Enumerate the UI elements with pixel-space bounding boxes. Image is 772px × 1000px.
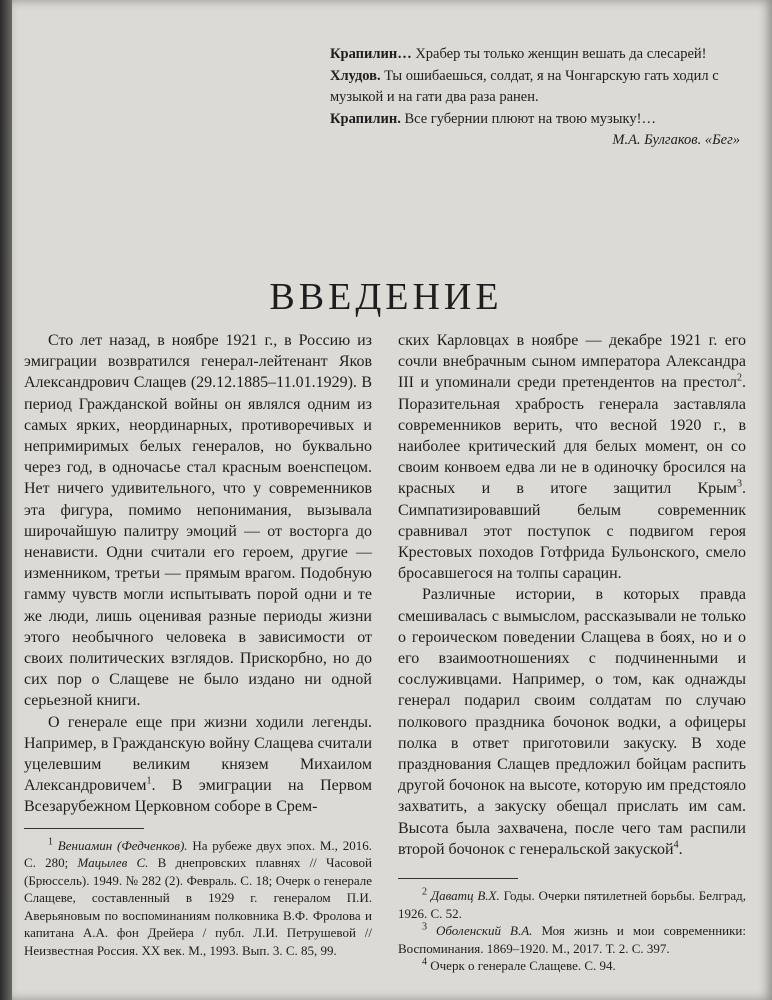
right-column: [398, 330, 746, 975]
paragraph: Сто лет назад, в ноябре 1921 г., в Россию из эмиграции возвратился генерал-лейтенант Яков Александрович Слащев (29.12.1885–11.01.1929). В период Гражданской войны он являлся одним из самых ярких, неординарных, противоречивых и непримиримых белых генералов, но буквально через год, в одночасье стал красным военспецом. Нет ничего удивительного, что у современников эта фигура, помимо непонимания, вызывала широчайшую палитру эмоций — от восторга до ненависти. Одни считали его героем, другие — изменником, третьи — прямым врагом. Подобную гамму чувств могли испытывать порой одни и те же люди, лишь оценивая разные периоды жизни этого необычного человека в зависимости от своих политических взглядов. Прискорбно, но до сих пор о Слащеве не было издано ни одной серьезной книги.: [24, 332, 372, 710]
footnote: $^4$ Очерк о генерале Слащеве. С. 94.: [422, 956, 616, 974]
epigraph-line: Крапилин… Храбер ты только женщин вешать да слесарей!: [330, 46, 707, 62]
epigraph-line: Крапилин. Все губернии плюют на твою музыку!…: [330, 110, 656, 127]
footnote-ref[interactable]: 2: [737, 373, 742, 385]
epigraph-line: Хлудов. Ты ошибаешься, солдат, я на Чонгарскую гать ходил с музыкой и на гати два раза ранен.: [330, 67, 719, 105]
footnote-ref[interactable]: 1: [146, 775, 152, 787]
footnote: $^3$ Оболенский В.А. Моя жизнь и мои современники: Воспоминания. 1869–1920. М., 2017. Т. 2. С. 397.: [398, 921, 746, 956]
footnote-divider: [398, 878, 518, 879]
footnotes: [24, 837, 372, 960]
book-binding-shadow: [0, 0, 12, 1000]
footnote-ref[interactable]: 4: [673, 839, 679, 851]
chapter-title: ВВЕДЕНИЕ: [269, 276, 503, 319]
paragraph: О генерале еще при жизни ходили легенды. Например, в Гражданскую войну Слащева считали уцелевшим великим князем Михаилом Александровичем$^1$. В эмиграции на Первом Всезарубежном Церковном соборе в Срем-: [24, 713, 372, 816]
paragraph: ских Карловцах в ноябре — декабре 1921 г. его сочли внебрачным сыном императора Александра III и упоминали среди претендентов на престол$^2$. Поразительная храбрость генерала заставляла современников верить, что весной 1920 г., в наиболее критический для белых момент, он со своим конвоем едва ли не в одиночку бросился на красных и в итоге защитил Крым$^3$. Симпатизировавший белым современник сравнивал этот поступок с подвигом героя Крестовых походов Готфрида Бульонского, смело бросавшегося на толпы сарацин.: [398, 332, 746, 583]
left-column: [24, 330, 372, 959]
footnote: $^1$ Вениамин (Федченков). На рубеже двух эпох. М., 2016. С. 280; Мацылев С. В днепровских плавнях // Часовой (Брюссель). 1949. № 282 (2). Февраль. С. 18; Очерк о генерале Слащеве, составленный в 1929 г. генералом П.И. Аверьяновым по воспоминаниям полковника В.Ф. Фролова и капитана А.А. фон Дрейера / публ. Л.И. Петрушевой // Неизвестная Россия. XX век. М., 1993. Вып. 3. С. 85, 99.: [24, 836, 372, 958]
footnote-ref[interactable]: 3: [737, 479, 742, 491]
footnote: $^2$ Даватц В.Х. Годы. Очерки пятилетней борьбы. Белград, 1926. С. 52.: [398, 886, 746, 921]
footnotes: [398, 887, 746, 975]
paragraph: Различные истории, в которых правда смешивалась с вымыслом, рассказывали не только о героическом поведении Слащева в боях, но и о его взаимоотношениях с подчиненными и сослуживцами. Например, о том, как однажды генерал подарил своим солдатам по случаю полкового праздника бочонок водки, а офицеры полка в ответ приготовили закуску. В ходе празднования Слащев предложил бойцам распить другой бочонок на высоте, которую им предстояло захватить, а закуску обещал прислать им сам. Высота была захвачена, после чего там распили второй бочонок с генеральской закуской$^4$.: [398, 586, 746, 858]
epigraph: [330, 44, 740, 152]
epigraph-source: М.А. Булгаков. «Бег»: [612, 132, 740, 148]
footnote-divider: [24, 828, 144, 829]
